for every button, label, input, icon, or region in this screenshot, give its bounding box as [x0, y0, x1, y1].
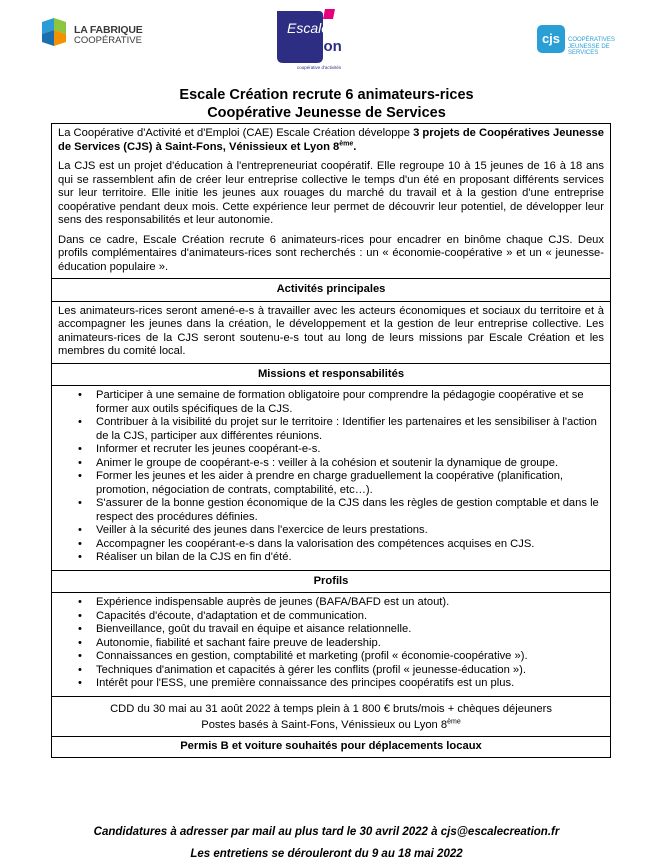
cjs-logo: [537, 25, 621, 71]
intro-section: [52, 124, 610, 278]
list-item: • Veiller à la sécurité des jeunes dans l'exercice de leurs prestations.: [58, 524, 604, 538]
activites-heading: Activités principales: [52, 278, 610, 301]
list-item: • Bienveillance, goût du travail en équipe et aisance relationnelle.: [58, 623, 604, 637]
contract-line2: Postes basés à Saint-Fons, Vénissieux ou Lyon 8ème: [201, 717, 461, 731]
svg-text:coopérative d'activités: coopérative d'activités: [297, 65, 342, 70]
fabrique-mark-icon: [42, 18, 70, 46]
intro-paragraph-3: Dans ce cadre, Escale Création recrute 6 animateurs-rices pour encadrer en binôme chaque CJS. Deux profils complémentaires d'animateurs-rices sont recherchés : un « économie-coopérative » et un « jeunesse-éducation populaire ».: [58, 233, 604, 273]
list-item: • Autonomie, fiabilité et sachant faire preuve de leadership.: [58, 637, 604, 651]
list-item: • Contribuer à la visibilité du projet sur le territoire : Identifier les partenaires et les sensibiliser à l'action de la CJS, participer aux différentes réunions.: [58, 416, 604, 443]
list-item: • Techniques d'animation et capacités à gérer les conflits (profil « jeunesse-éducation »).: [58, 664, 604, 678]
missions-heading: Missions et responsabilités: [52, 363, 610, 386]
profils-section: [52, 592, 610, 696]
cjs-mark: cjs: [537, 25, 565, 53]
list-item: • Accompagner les coopérant-e-s dans la valorisation des compétences acquises en CJS.: [58, 538, 604, 552]
contract-line1: CDD du 30 mai au 31 août 2022 à temps plein à 1 800 € bruts/mois + chèques déjeuners: [110, 702, 552, 715]
list-item: • Informer et recruter les jeunes coopérant-e-s.: [58, 443, 604, 457]
svg-text:Création: Création: [281, 38, 342, 55]
list-item: • Animer le groupe de coopérant-e-s : veiller à la cohésion et soutenir la dynamique de groupe.: [58, 457, 604, 471]
escale-creation-logo: [273, 5, 357, 71]
list-item: • Participer à une semaine de formation obligatoire pour comprendre la pédagogie coopérative et se former aux outils spécifiques de la CJS.: [58, 389, 604, 416]
fabrique-line1: LA FABRIQUE: [74, 24, 143, 36]
activites-text: Les animateurs-rices seront amené-e-s à travailler avec les acteurs économiques et sociaux du territoire et à accompagner les jeunes dans la création, le développement et la gestion de leur entreprise collective. Les animateurs-rices de la CJS seront soutenu-e-s tout au long de leurs missions par Escale Création et les membres du comité local.: [52, 301, 610, 363]
title-line1: Escale Création recrute 6 animateurs-rices: [179, 87, 474, 103]
offer-table: [51, 123, 611, 758]
fabrique-line2: COOPÉRATIVE: [74, 35, 142, 46]
missions-list: [52, 386, 610, 570]
missions-section: [52, 385, 610, 570]
intro-paragraph-2: La CJS est un projet d'éducation à l'entrepreneuriat coopératif. Elle regroupe 10 à 15 jeunes de 16 à 18 ans qui se rassemblent afin de créer leur entreprise collective le temps d'un été en proposant différents services sur leur territoire. Elle initie les jeunes aux rouages du marché du travail et à la gestion d'une entreprise coopérative pendant deux mois. Cette expérience leur permet de découvrir leur potentiel, de développer leur sens des responsabilités et leur autonomie.: [58, 160, 604, 226]
page-title: [0, 86, 653, 122]
application-instructions: Candidatures à adresser par mail au plus tard le 30 avril 2022 à cjs@escalecreation.fr: [93, 826, 560, 838]
interview-dates: Les entretiens se dérouleront du 9 au 18 mai 2022: [190, 848, 463, 860]
list-item: • S'assurer de la bonne gestion économique de la CJS dans les règles de gestion comptable et dans le respect des procédures définies.: [58, 497, 604, 524]
cjs-label: COOPÉRATIVES JEUNESSE DE SERVICES: [568, 37, 615, 56]
list-item: • Intérêt pour l'ESS, une première connaissance des principes coopératifs est un plus.: [58, 677, 604, 691]
list-item: • Expérience indispensable auprès de jeunes (BAFA/BAFD est un atout).: [58, 596, 604, 610]
permis-requirement: Permis B et voiture souhaités pour déplacements locaux: [52, 736, 610, 758]
list-item: • Former les jeunes et les aider à prendre en charge graduellement la coopérative (planification, promotion, négociation de contrats, comptabilité, etc…).: [58, 470, 604, 497]
list-item: • Réaliser un bilan de la CJS en fin d'été.: [58, 551, 604, 565]
list-item: • Capacités d'écoute, d'adaptation et de communication.: [58, 610, 604, 624]
title-line2: Coopérative Jeunesse de Services: [207, 105, 446, 121]
profils-list: [52, 593, 610, 696]
list-item: • Connaissances en gestion, comptabilité et marketing (profil « économie-coopérative »).: [58, 650, 604, 664]
profils-heading: Profils: [52, 570, 610, 593]
contract-details: [52, 696, 610, 736]
la-fabrique-cooperative-logo: [42, 18, 142, 48]
svg-text:Escale: Escale: [287, 20, 330, 36]
intro-paragraph-1: La Coopérative d'Activité et d'Emploi (CAE) Escale Création développe 3 projets de Coopératives Jeunesse de Services (CJS) à Saint-Fons, Vénissieux et Lyon 8ème.: [58, 127, 604, 153]
header-logos: [0, 0, 653, 80]
